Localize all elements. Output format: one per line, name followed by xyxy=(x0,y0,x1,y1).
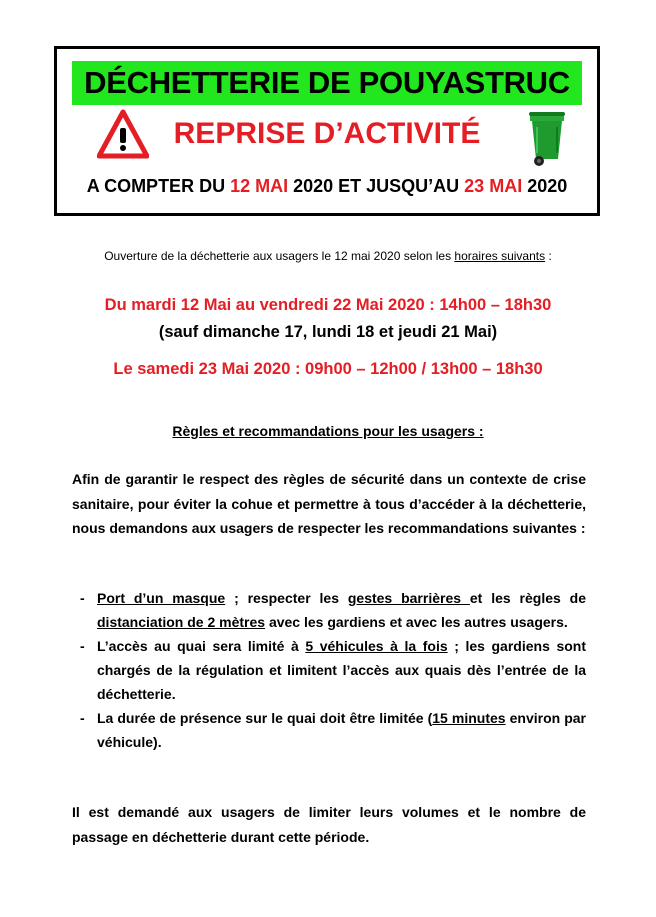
rule-text: La durée de présence sur le quai doit être limitée ( xyxy=(97,710,433,726)
rule-text: L’accès au quai sera limité à xyxy=(97,638,306,654)
weekday-schedule: Du mardi 12 Mai au vendredi 22 Mai 2020 : 14h00 – 18h30 xyxy=(104,296,552,314)
rules-list xyxy=(80,586,586,754)
rule-emphasis: distanciation de 2 mètres xyxy=(97,614,266,630)
rule-text: ; les gardiens sont chargés de la régulation et limitent l’accès aux quais dès l’entrée de la déchetterie. xyxy=(97,638,586,702)
list-bullet: - xyxy=(80,710,85,726)
rule-emphasis: 5 véhicules à la fois xyxy=(305,638,448,654)
rule-text: et les règles de xyxy=(469,590,586,606)
opening-hours-link-text: horaires suivants xyxy=(454,249,546,263)
saturday-schedule: Le samedi 23 Mai 2020 : 09h00 – 12h00 / 13h00 – 18h30 xyxy=(113,360,543,378)
rule-emphasis: gestes barrières xyxy=(347,590,470,606)
activity-dates xyxy=(57,173,597,199)
dates-prefix: A COMPTER DU xyxy=(86,176,231,196)
subtitle: REPRISE D’ACTIVITÉ xyxy=(173,117,481,150)
end-date: 23 MAI xyxy=(464,176,523,196)
rule-emphasis: 15 minutes xyxy=(432,710,506,726)
rules-heading: Règles et recommandations pour les usagers : xyxy=(172,423,484,439)
rule-text: avec les gardiens et avec les autres usagers. xyxy=(265,614,568,630)
opening-notice xyxy=(0,248,656,264)
rule-text: environ par véhicule). xyxy=(97,710,586,750)
list-item xyxy=(80,634,586,706)
opening-text: Ouverture de la déchetterie aux usagers le 12 mai 2020 selon les xyxy=(104,249,455,263)
start-date: 12 MAI xyxy=(230,176,289,196)
list-bullet: - xyxy=(80,638,85,654)
rule-text: ; respecter les xyxy=(225,590,348,606)
list-item xyxy=(80,586,586,634)
rules-intro: Afin de garantir le respect des règles de sécurité dans un contexte de crise sanitaire, pour éviter la cohue et permettre à tous d’accéder à la déchetterie, nous demandons aux usagers de respecter les recommandations suivantes : xyxy=(72,471,586,536)
header-box xyxy=(54,46,600,216)
page-title: DÉCHETTERIE DE POUYASTRUC xyxy=(84,65,570,100)
closing-note: Il est demandé aux usagers de limiter leurs volumes et le nombre de passage en déchetterie durant cette période. xyxy=(72,804,586,845)
opening-suffix: : xyxy=(545,249,552,263)
wheelie-bin-icon xyxy=(527,107,567,167)
rule-emphasis: Port d’un masque xyxy=(97,590,226,606)
dates-suffix: 2020 xyxy=(522,176,568,196)
list-bullet: - xyxy=(80,590,85,606)
title-band xyxy=(72,61,582,105)
weekday-exceptions: (sauf dimanche 17, lundi 18 et jeudi 21 Mai) xyxy=(158,323,498,341)
list-item xyxy=(80,706,586,754)
dates-mid: 2020 ET JUSQU’AU xyxy=(288,176,465,196)
